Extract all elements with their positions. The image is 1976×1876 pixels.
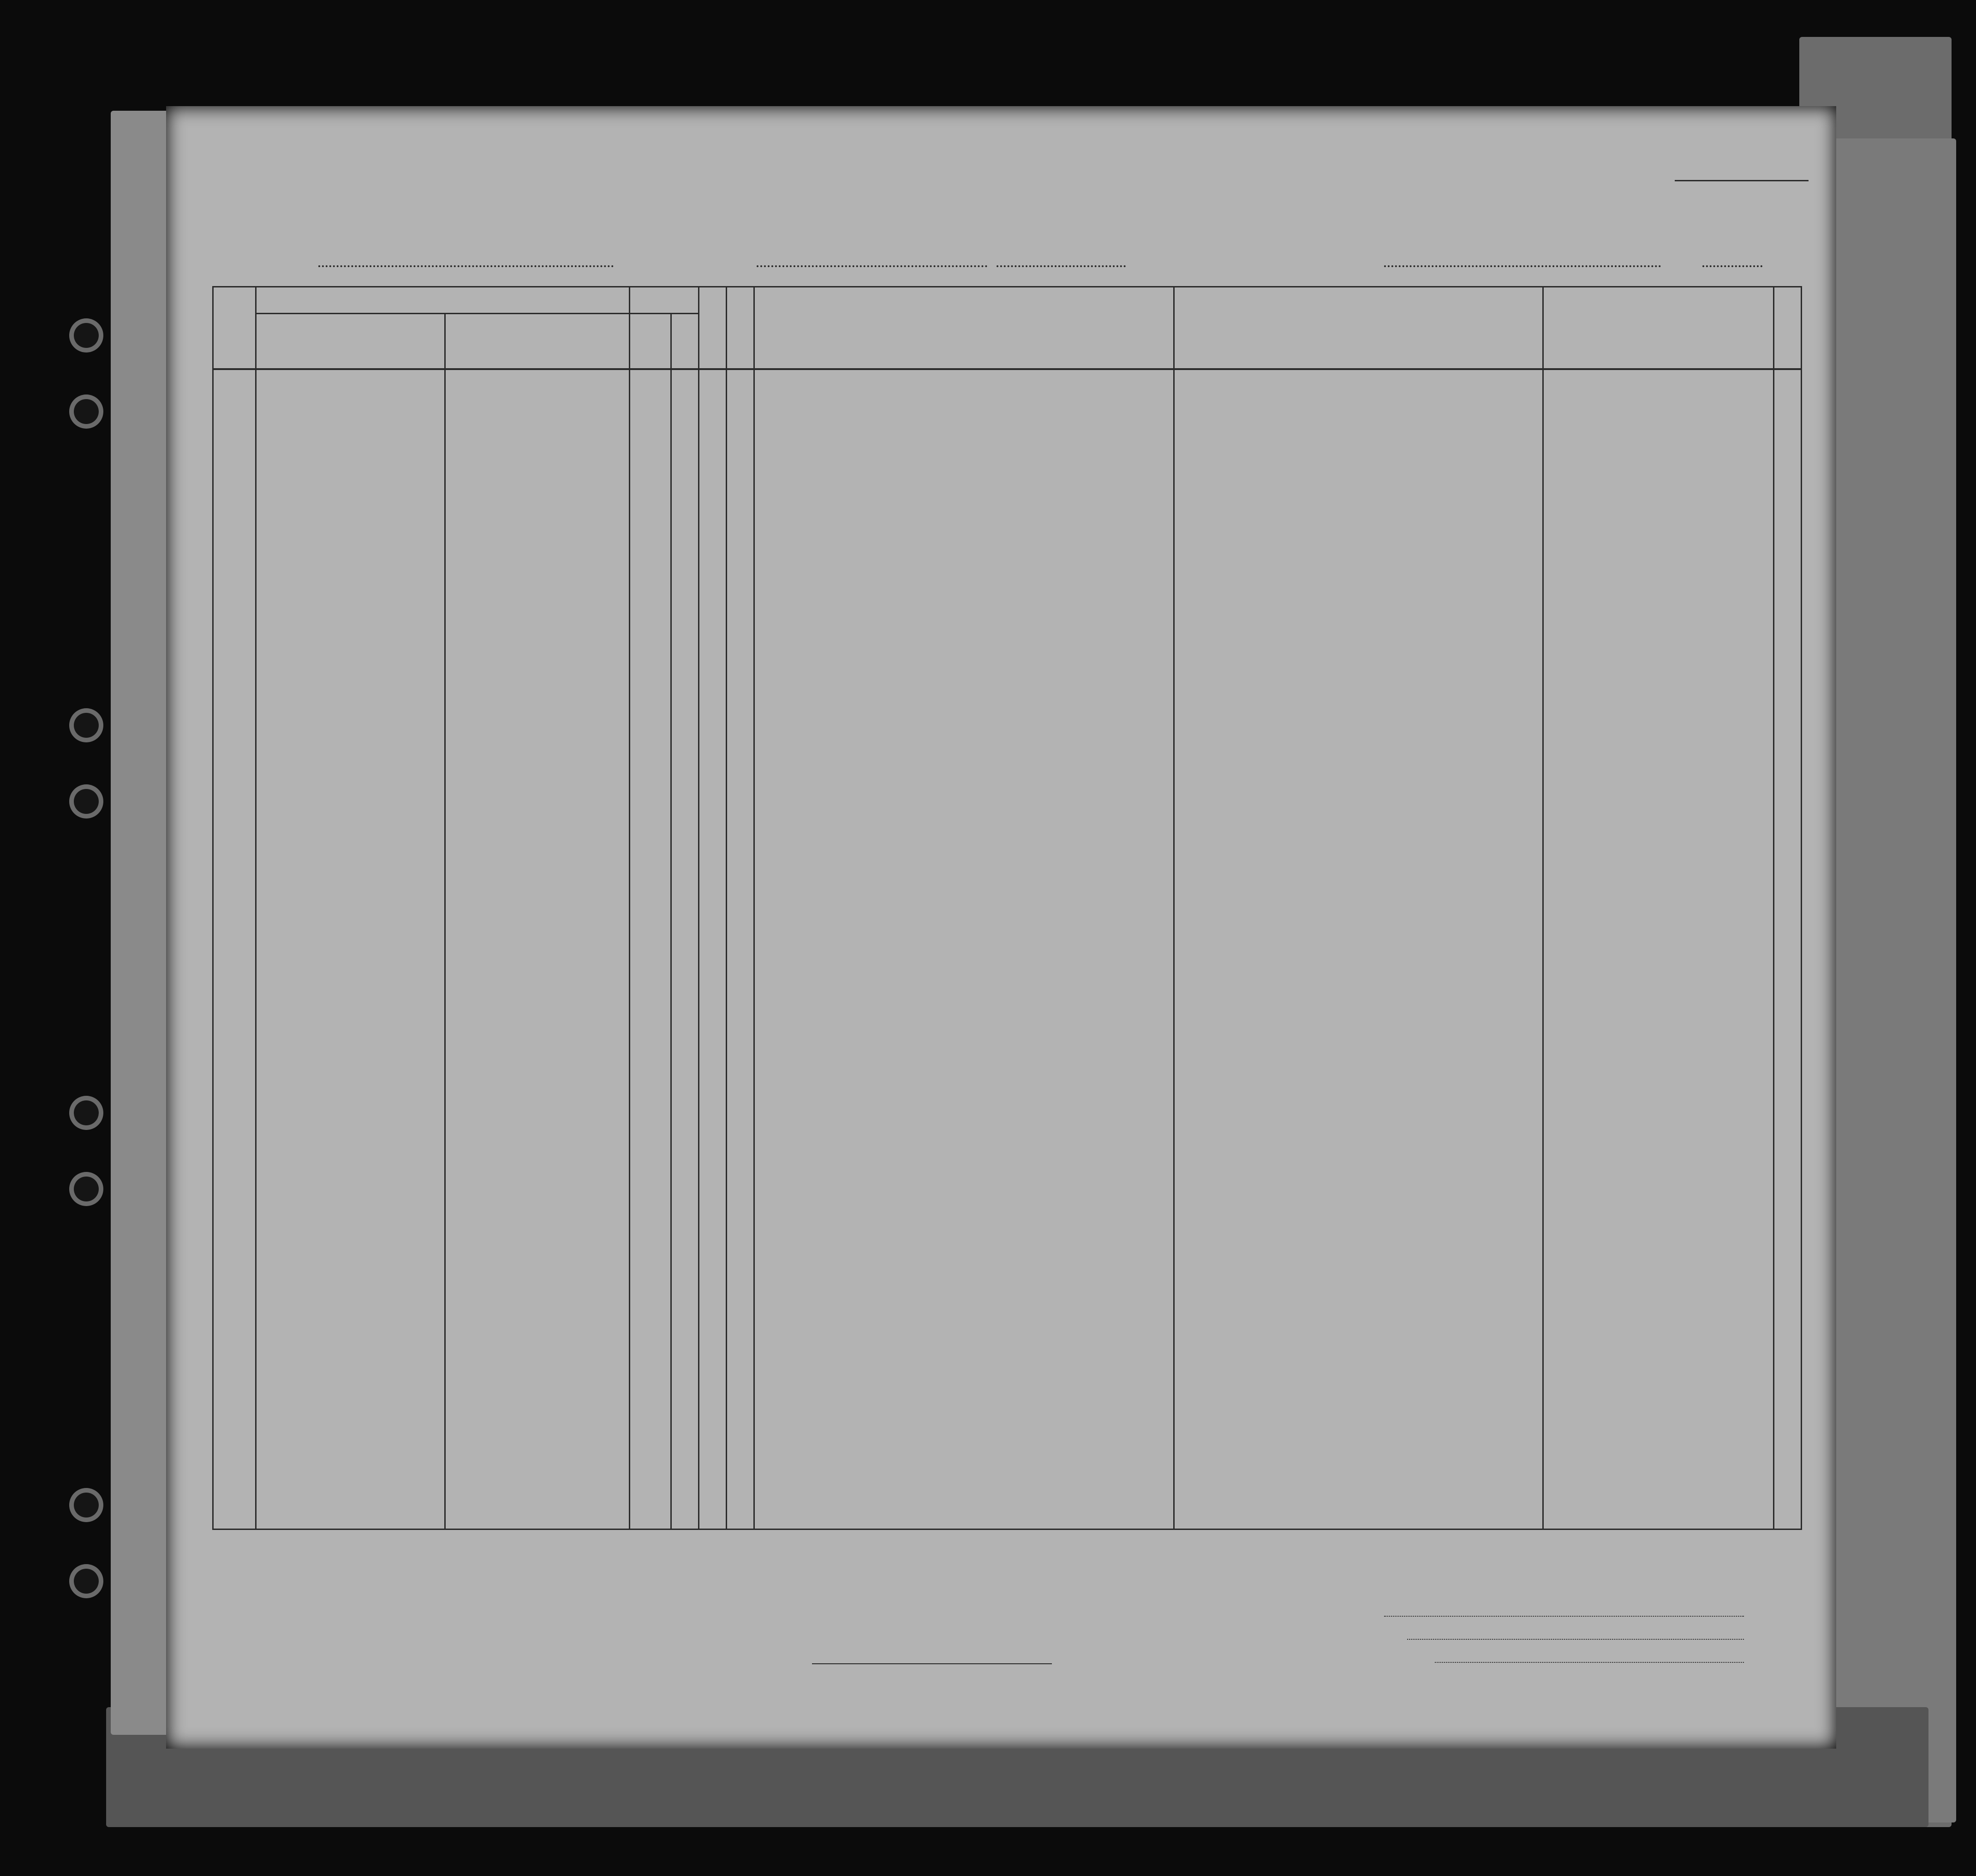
sailing-rule <box>757 265 987 267</box>
col-divider <box>1542 287 1544 1529</box>
date-rule <box>997 265 1126 267</box>
name-subheader-rule <box>255 313 629 314</box>
col-divider <box>255 287 257 1529</box>
binder-hole <box>74 1100 99 1125</box>
col-divider <box>1173 287 1175 1529</box>
age-subheader-rule <box>629 313 698 314</box>
port-rule <box>1384 265 1661 267</box>
col-divider <box>753 287 755 1529</box>
binder-hole <box>74 713 99 738</box>
table-header-rule <box>214 368 1801 370</box>
col-divider <box>698 287 699 1529</box>
ship-rule <box>318 265 614 267</box>
binder-hole <box>74 1493 99 1518</box>
col-divider <box>444 313 446 1529</box>
binder-hole <box>74 789 99 814</box>
binder-hole <box>74 323 99 348</box>
manifest-page <box>166 106 1836 1749</box>
number-rule <box>1675 180 1809 181</box>
footer-owners-rule <box>1407 1639 1744 1640</box>
back-sheet-2 <box>1818 138 1956 1822</box>
col-divider <box>670 313 672 1529</box>
col-divider <box>1773 287 1774 1529</box>
back-sheet-4 <box>111 111 175 1735</box>
footer-agents-rule <box>1435 1662 1744 1663</box>
trailing-rule <box>1702 265 1762 267</box>
binder-hole <box>74 399 99 424</box>
binder-hole <box>74 1177 99 1201</box>
col-divider <box>726 287 727 1529</box>
purser-rule <box>812 1663 1052 1664</box>
footer-line-rule <box>1384 1616 1744 1617</box>
binder-hole <box>74 1569 99 1594</box>
manifest-table <box>212 286 1802 1530</box>
col-divider <box>629 287 630 1529</box>
